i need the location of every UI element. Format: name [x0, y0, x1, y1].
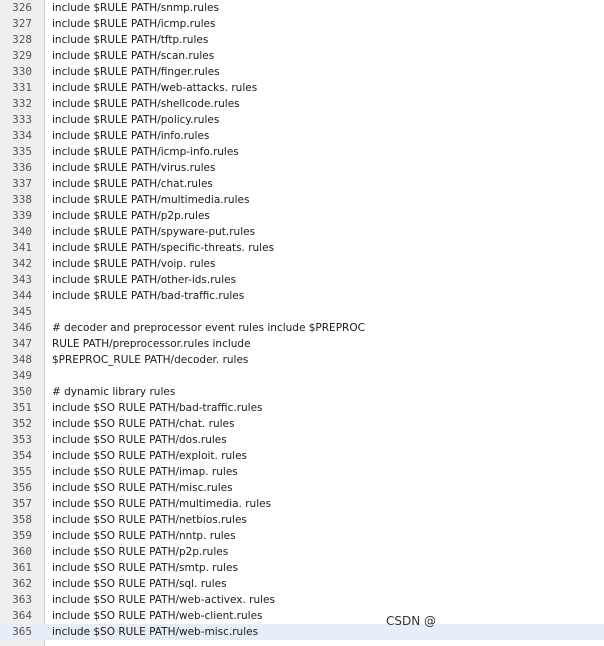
line-text: include $SO RULE PATH/netbios.rules	[52, 514, 247, 526]
code-line[interactable]	[0, 208, 604, 224]
line-number: 347	[12, 337, 32, 350]
code-line[interactable]	[0, 240, 604, 256]
line-number: 363	[12, 593, 32, 606]
line-number: 357	[12, 497, 32, 510]
line-number: 344	[12, 289, 32, 302]
code-line[interactable]	[0, 224, 604, 240]
line-number: 335	[12, 145, 32, 158]
line-text: include $RULE PATH/specific-threats. rules	[52, 242, 275, 254]
code-line[interactable]	[0, 384, 604, 400]
line-number: 358	[12, 513, 32, 526]
line-text: include $RULE PATH/icmp.rules	[52, 18, 216, 30]
line-text: include $SO RULE PATH/chat. rules	[52, 418, 235, 430]
line-number: 336	[12, 161, 32, 174]
line-text: include $SO RULE PATH/web-misc.rules	[52, 626, 259, 638]
code-line[interactable]	[0, 192, 604, 208]
line-number: 341	[12, 241, 32, 254]
line-number: 349	[12, 369, 32, 382]
line-number: 345	[12, 305, 32, 318]
code-line[interactable]	[0, 464, 604, 480]
line-number: 364	[12, 609, 32, 622]
line-number: 346	[12, 321, 32, 334]
code-line[interactable]	[0, 144, 604, 160]
line-text: include $SO RULE PATH/nntp. rules	[52, 530, 236, 542]
code-line[interactable]	[0, 368, 604, 384]
line-text: include $RULE PATH/shellcode.rules	[52, 98, 240, 110]
line-text: # decoder and preprocessor event rules include $PREPROC	[52, 322, 365, 334]
line-number: 334	[12, 129, 32, 142]
current-code-line[interactable]	[0, 624, 604, 640]
line-text: include $SO RULE PATH/exploit. rules	[52, 450, 248, 462]
code-line[interactable]	[0, 432, 604, 448]
code-line[interactable]	[0, 48, 604, 64]
line-number: 333	[12, 113, 32, 126]
code-line[interactable]	[0, 272, 604, 288]
line-text: include $SO RULE PATH/bad-traffic.rules	[52, 402, 263, 414]
code-line[interactable]	[0, 352, 604, 368]
line-number: 361	[12, 561, 32, 574]
line-number: 351	[12, 401, 32, 414]
code-line[interactable]	[0, 112, 604, 128]
line-text: include $RULE PATH/p2p.rules	[52, 210, 210, 222]
code-line[interactable]	[0, 304, 604, 320]
code-line[interactable]	[0, 480, 604, 496]
line-text: RULE PATH/preprocessor.rules include	[52, 338, 251, 350]
code-line[interactable]	[0, 416, 604, 432]
code-line[interactable]	[0, 320, 604, 336]
code-line[interactable]	[0, 400, 604, 416]
line-number: 356	[12, 481, 32, 494]
line-number: 360	[12, 545, 32, 558]
code-line[interactable]	[0, 96, 604, 112]
line-text: include $RULE PATH/snmp.rules	[52, 2, 219, 14]
line-number: 332	[12, 97, 32, 110]
code-line[interactable]	[0, 80, 604, 96]
line-text: include $RULE PATH/info.rules	[52, 130, 210, 142]
line-text: include $SO RULE PATH/sql. rules	[52, 578, 227, 590]
line-text: include $SO RULE PATH/smtp. rules	[52, 562, 238, 574]
line-number: 354	[12, 449, 32, 462]
line-number: 353	[12, 433, 32, 446]
line-text: include $RULE PATH/web-attacks. rules	[52, 82, 258, 94]
line-text: include $SO RULE PATH/dos.rules	[52, 434, 227, 446]
line-number: 331	[12, 81, 32, 94]
code-line[interactable]	[0, 176, 604, 192]
line-number: 328	[12, 33, 32, 46]
line-text: include $RULE PATH/bad-traffic.rules	[52, 290, 245, 302]
code-line[interactable]	[0, 528, 604, 544]
line-text: include $RULE PATH/virus.rules	[52, 162, 216, 174]
line-number: 365	[12, 625, 32, 638]
code-line[interactable]	[0, 160, 604, 176]
line-text: # dynamic library rules	[52, 386, 176, 398]
line-text: $PREPROC_RULE PATH/decoder. rules	[52, 354, 249, 366]
line-number: 355	[12, 465, 32, 478]
line-text: include $RULE PATH/multimedia.rules	[52, 194, 250, 206]
line-text: include $RULE PATH/other-ids.rules	[52, 274, 237, 286]
line-text: include $SO RULE PATH/imap. rules	[52, 466, 238, 478]
code-line[interactable]	[0, 288, 604, 304]
line-text: include $RULE PATH/finger.rules	[52, 66, 220, 78]
code-line[interactable]	[0, 336, 604, 352]
code-line[interactable]	[0, 64, 604, 80]
line-text: include $SO RULE PATH/misc.rules	[52, 482, 233, 494]
line-number: 342	[12, 257, 32, 270]
csdn-watermark: CSDN @	[386, 614, 437, 628]
code-line[interactable]	[0, 592, 604, 608]
code-line[interactable]	[0, 576, 604, 592]
line-text: include $RULE PATH/tftp.rules	[52, 34, 209, 46]
line-text: include $SO RULE PATH/multimedia. rules	[52, 498, 272, 510]
line-number: 362	[12, 577, 32, 590]
code-line[interactable]	[0, 0, 604, 16]
code-line[interactable]	[0, 128, 604, 144]
code-line[interactable]	[0, 32, 604, 48]
line-number: 343	[12, 273, 32, 286]
line-text: include $RULE PATH/spyware-put.rules	[52, 226, 256, 238]
line-number: 350	[12, 385, 32, 398]
line-text: include $RULE PATH/voip. rules	[52, 258, 216, 270]
line-number: 338	[12, 193, 32, 206]
line-text: include $RULE PATH/chat.rules	[52, 178, 213, 190]
code-line[interactable]	[0, 560, 604, 576]
line-text: include $RULE PATH/icmp-info.rules	[52, 146, 239, 158]
line-number: 337	[12, 177, 32, 190]
code-line[interactable]	[0, 496, 604, 512]
code-line[interactable]	[0, 16, 604, 32]
line-number: 359	[12, 529, 32, 542]
line-number: 339	[12, 209, 32, 222]
line-number: 326	[12, 1, 32, 14]
line-number: 327	[12, 17, 32, 30]
line-text: include $RULE PATH/policy.rules	[52, 114, 220, 126]
code-line[interactable]	[0, 448, 604, 464]
line-number: 330	[12, 65, 32, 78]
code-line[interactable]	[0, 608, 604, 624]
line-number: 348	[12, 353, 32, 366]
line-number: 340	[12, 225, 32, 238]
line-number: 329	[12, 49, 32, 62]
line-text: include $SO RULE PATH/web-client.rules	[52, 610, 263, 622]
line-number: 352	[12, 417, 32, 430]
code-line[interactable]	[0, 256, 604, 272]
line-text: include $SO RULE PATH/p2p.rules	[52, 546, 229, 558]
line-text: include $RULE PATH/scan.rules	[52, 50, 215, 62]
code-line[interactable]	[0, 512, 604, 528]
code-line[interactable]	[0, 544, 604, 560]
line-text: include $SO RULE PATH/web-activex. rules	[52, 594, 275, 606]
